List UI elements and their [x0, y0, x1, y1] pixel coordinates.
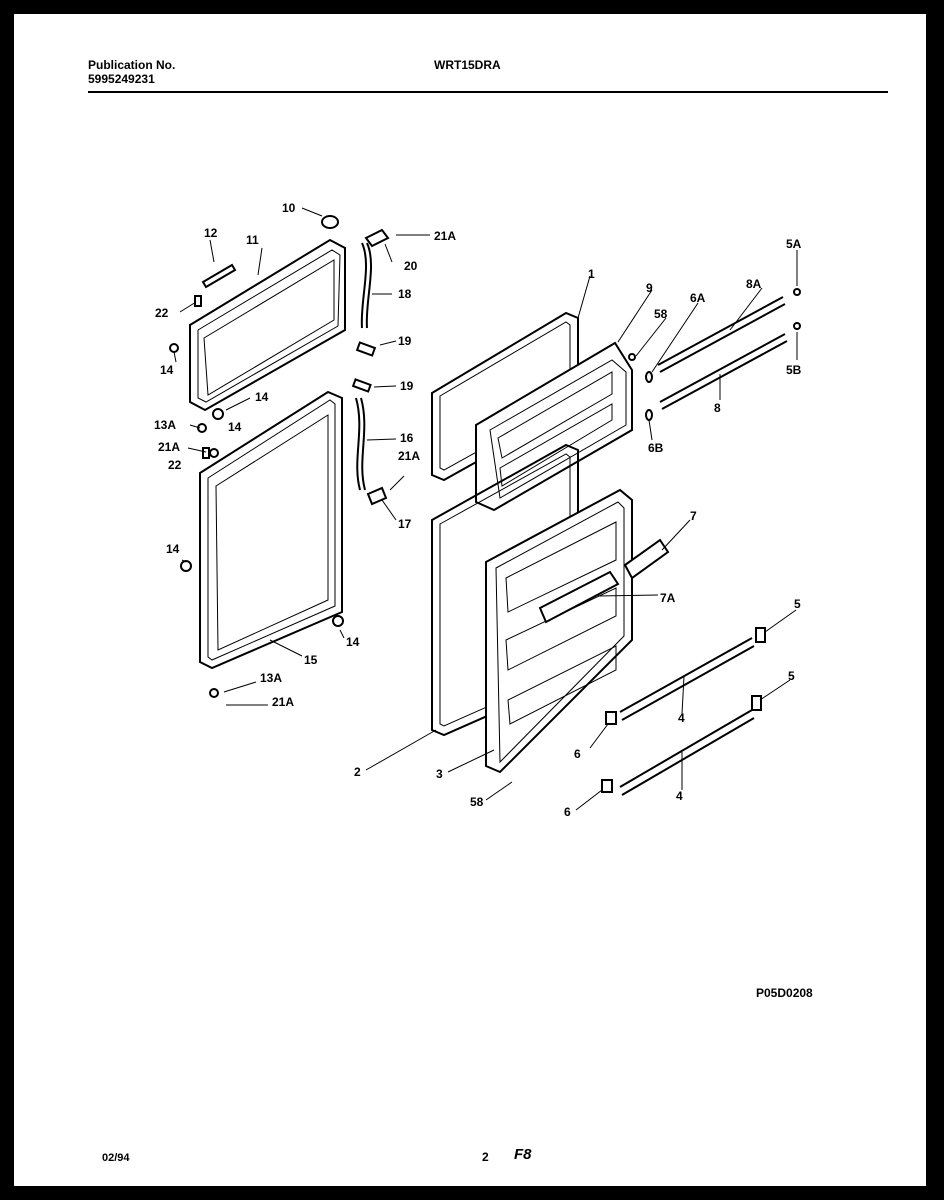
callout-12: 12 — [204, 226, 218, 240]
callout-16: 16 — [400, 431, 414, 445]
callout-6A: 6A — [690, 291, 706, 305]
callout-14: 14 — [166, 542, 180, 556]
exploded-door-diagram — [14, 14, 926, 1186]
part-8A-rail — [658, 297, 783, 365]
publication-label: Publication No. — [88, 58, 176, 72]
callout-58: 58 — [654, 307, 668, 321]
callout-4: 4 — [676, 789, 683, 803]
callout-14: 14 — [160, 363, 174, 377]
part-5 — [756, 628, 765, 642]
callout-22: 22 — [168, 458, 182, 472]
callout-58: 58 — [470, 795, 484, 809]
callout-6B: 6B — [648, 441, 664, 455]
callout-15: 15 — [304, 653, 318, 667]
callout-21A: 21A — [434, 229, 457, 243]
callout-21A: 21A — [158, 440, 181, 454]
part-8-rail — [660, 334, 785, 402]
callout-6: 6 — [574, 747, 581, 761]
callout-11: 11 — [246, 233, 259, 247]
callout-8A: 8A — [746, 277, 762, 291]
part-18-handle — [362, 243, 366, 328]
drawing-id: P05D0208 — [756, 986, 813, 1000]
part-20-hinge — [366, 230, 388, 246]
page-number: 2 — [482, 1150, 489, 1164]
part-16-handle — [356, 398, 360, 490]
part-5 — [752, 696, 761, 710]
callout-3: 3 — [436, 767, 443, 781]
callout-9: 9 — [646, 281, 653, 295]
part-4-bar — [620, 638, 752, 712]
part-9-freezer-door-liner — [476, 343, 632, 510]
callout-21A: 21A — [272, 695, 295, 709]
model-number: WRT15DRA — [434, 58, 501, 72]
callout-5B: 5B — [786, 363, 802, 377]
callout-20: 20 — [404, 259, 418, 273]
callout-7A: 7A — [660, 591, 676, 605]
part-19 — [357, 343, 375, 356]
callout-6: 6 — [564, 805, 571, 819]
callout-21A: 21A — [398, 449, 421, 463]
callout-10: 10 — [282, 201, 296, 215]
part-22-screw — [195, 296, 201, 306]
callout-8: 8 — [714, 401, 721, 415]
callout-18: 18 — [398, 287, 412, 301]
part-6 — [606, 712, 616, 724]
part-10 — [322, 216, 338, 228]
callout-5: 5 — [788, 669, 795, 683]
callout-17: 17 — [398, 517, 412, 531]
callout-22: 22 — [155, 306, 169, 320]
publication-number: 5995249231 — [88, 72, 155, 86]
callout-14: 14 — [346, 635, 360, 649]
callout-5: 5 — [794, 597, 801, 611]
parts-diagram-sheet — [14, 14, 926, 1186]
callout-1: 1 — [588, 267, 595, 281]
callout-4: 4 — [678, 711, 685, 725]
section-code: F8 — [514, 1146, 532, 1163]
part-6 — [602, 780, 612, 792]
callout-19: 19 — [398, 334, 412, 348]
part-12 — [203, 265, 235, 287]
part-3-fresh-food-door-liner — [486, 490, 632, 772]
callout-19: 19 — [400, 379, 414, 393]
part-22-screw — [203, 448, 209, 458]
callout-14: 14 — [255, 390, 269, 404]
callout-13A: 13A — [154, 418, 177, 432]
callout-5A: 5A — [786, 237, 802, 251]
callout-7: 7 — [690, 509, 697, 523]
callout-2: 2 — [354, 765, 361, 779]
callout-14: 14 — [228, 420, 242, 434]
issue-date: 02/94 — [102, 1152, 130, 1164]
part-15-fresh-food-door-panel — [200, 392, 342, 668]
part-19 — [353, 379, 370, 391]
part-4-bar — [620, 710, 752, 787]
callout-13A: 13A — [260, 671, 283, 685]
part-11-freezer-door-panel — [190, 240, 345, 410]
